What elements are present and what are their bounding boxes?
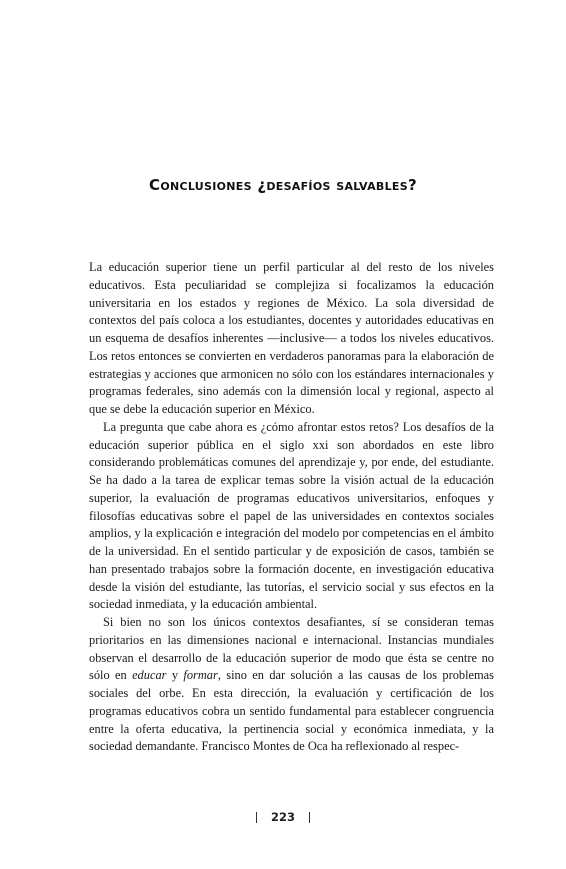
paragraph-3-text-end: , sino en dar solución a las causas de los problemas sociales del orbe. En esta dirección, la evaluación y certificación de los programas educativos cobra un sentido fundamental para establecer congruencia entre la oferta educativa, la pertinencia social y económica inmediata, y la sociedad demandante. Francisco Montes de Oca ha reflexionado al respec- <box>89 668 494 754</box>
paragraph-3-text-conjunction: y <box>166 668 184 683</box>
page-number: 223 <box>270 810 295 824</box>
page-folio <box>0 810 566 824</box>
paragraph-2 <box>89 419 494 614</box>
paragraph-1-text: La educación superior tiene un perfil particular al del resto de los niveles educativos. Esta peculiaridad se complejiza si focalizamos la educación universitaria en los estados y regiones de México. La sola diversidad de contextos del país coloca a los estudiantes, docentes y autoridades educativas en un esquema de desafíos inherentes —inclusive— a todos los niveles educativos. Los retos entonces se convierten en verdaderos panoramas para la elaboración de estrategias y acciones que armonicen no sólo con los estándares internacionales y programas federales, sino además con la dimensión local y regional, aspecto al que se debe la educación superior en México. <box>89 260 494 416</box>
body-text <box>89 259 494 756</box>
paragraph-2-text: La pregunta que cabe ahora es ¿cómo afrontar estos retos? Los desafíos de la educación superior pública en el siglo xxi son abordados en este libro considerando problemáticas comunes del aprendizaje y, por ende, del estudiante. Se ha dado a la tarea de explicar temas sobre la visión actual de la educación superior, la evaluación de programas educativos universitarios, enfoques y filosofías educativas sobre el papel de las universidades en contextos sociales amplios, y la explicación e integración del modelo por competencias en el ámbito de la universidad. En el sentido particular y de exposición de casos, también se han presentado trabajos sobre la formación docente, en investigación educativa desde la visión del estudiante, las tutorías, el servicio social y sus efectos en la sociedad inmediata, y la educación ambiental. <box>89 419 494 612</box>
emphasis-educar: educar <box>132 668 167 683</box>
folio-right-rule <box>309 812 310 823</box>
paragraph-3-text-start: Si bien no son los únicos contextos desafiantes, sí se consideran temas prioritarios en las dimensiones nacional e internacional. Instancias mundiales observan el desarrollo de la educación superior de modo que ésta se centre no sólo en <box>89 615 494 683</box>
paragraph-1 <box>89 259 494 419</box>
emphasis-formar: formar <box>183 668 218 683</box>
paragraph-3 <box>89 614 494 756</box>
folio-left-rule <box>256 812 257 823</box>
chapter-title: Conclusiones ¿desafíos salvables? <box>149 176 417 195</box>
